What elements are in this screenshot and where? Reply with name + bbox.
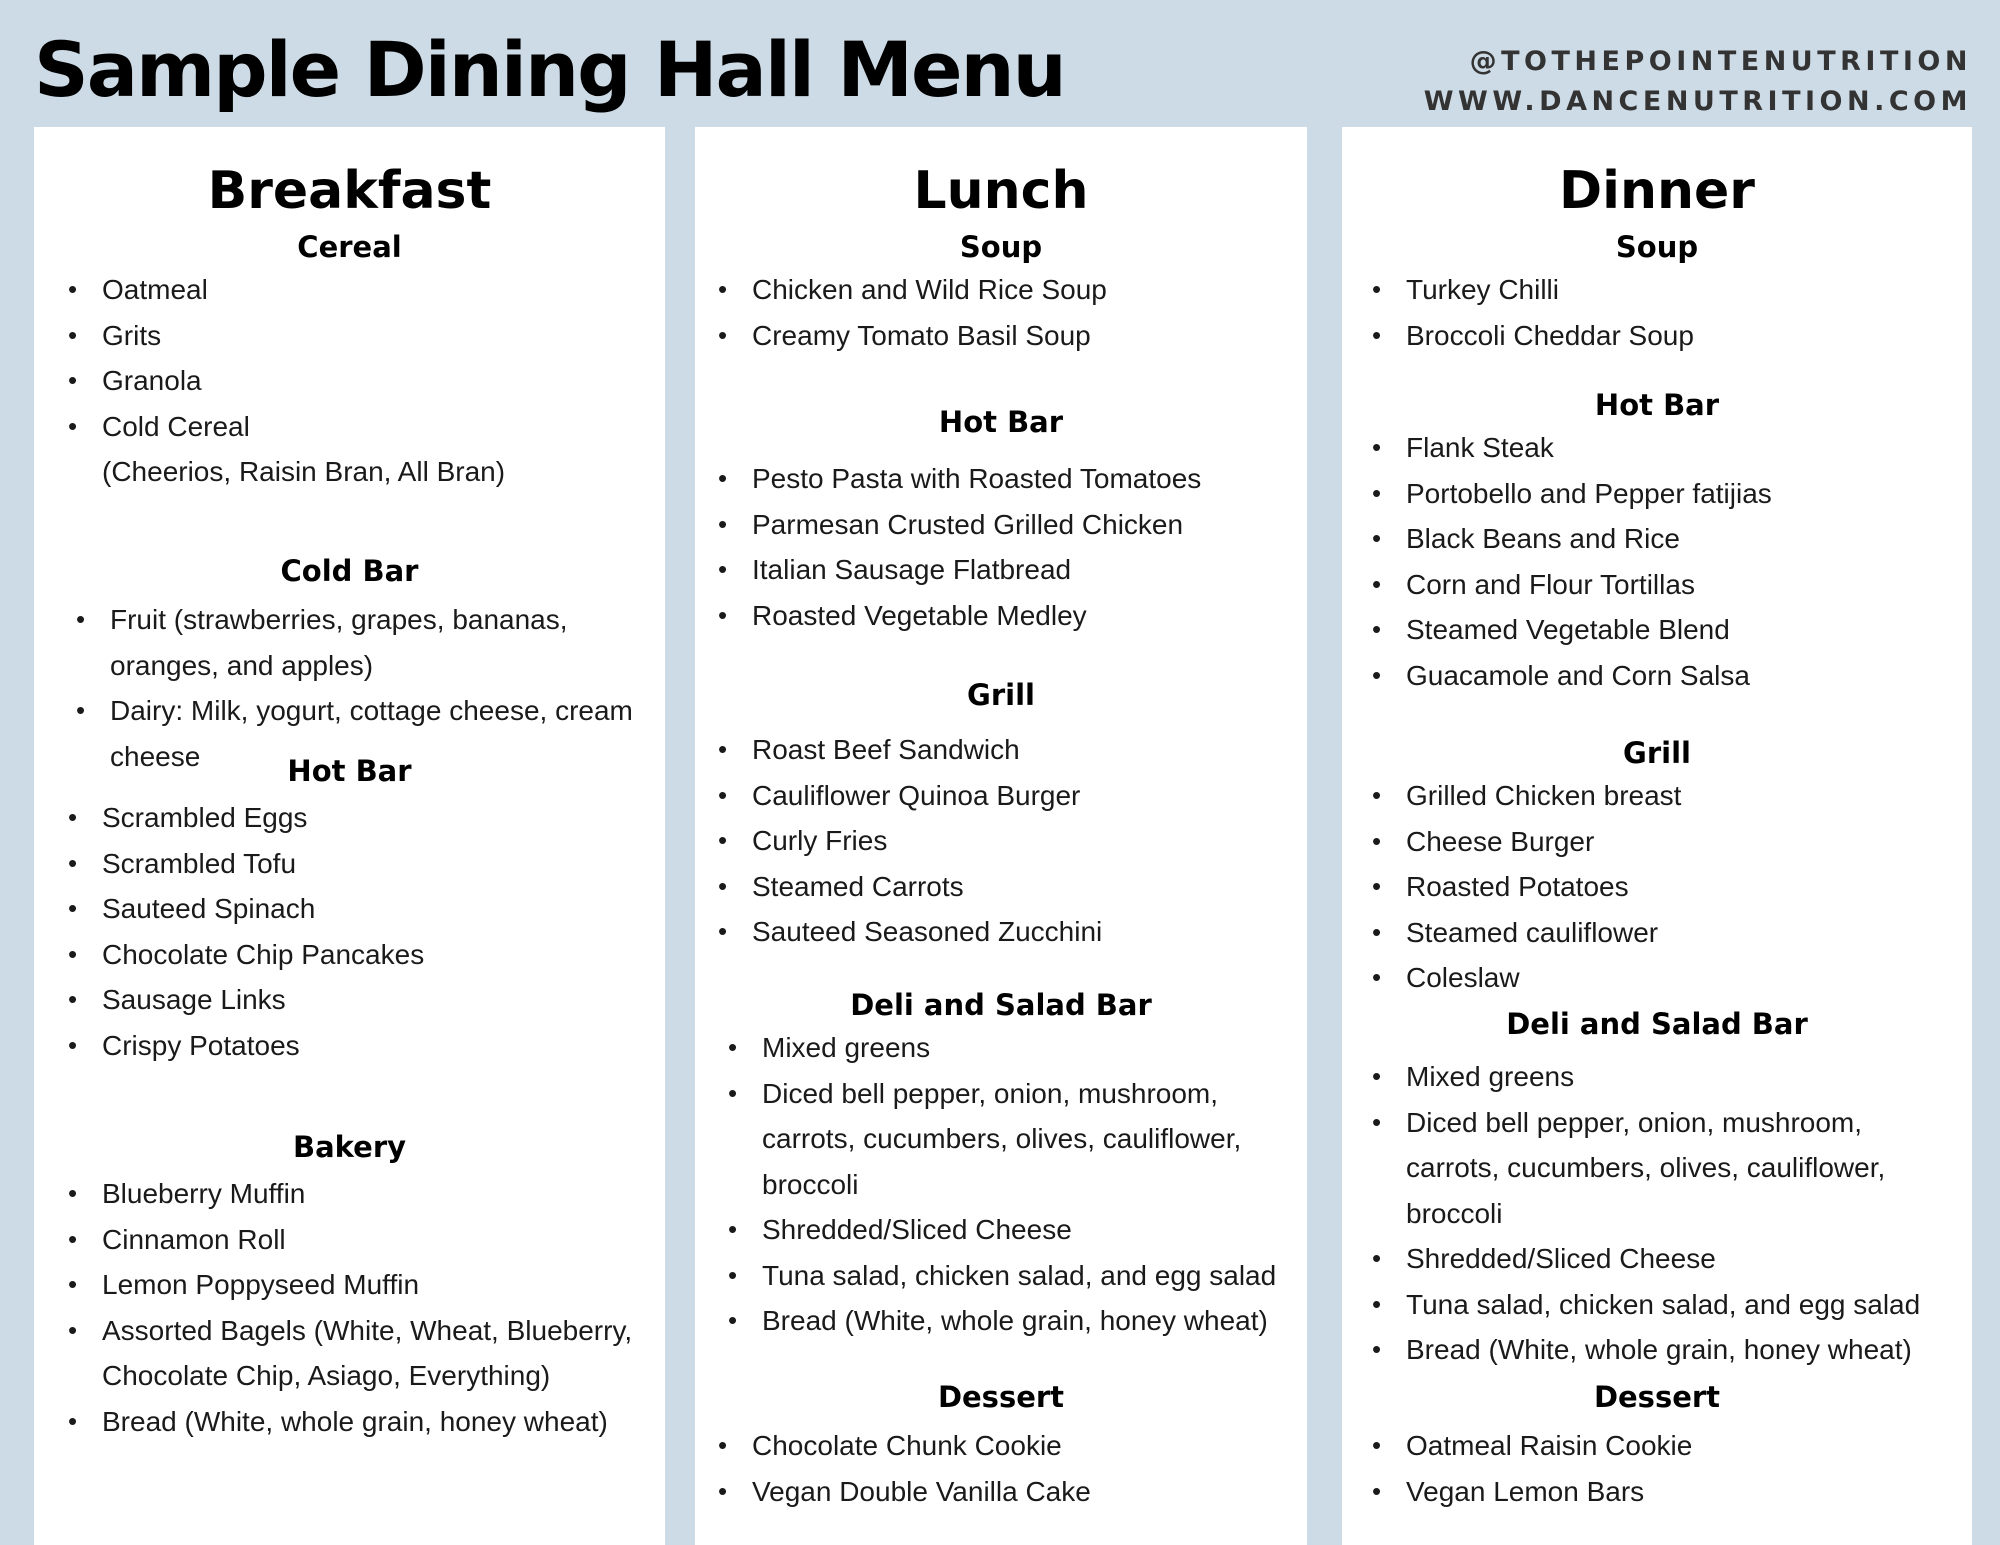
meal-title-lunch: Lunch — [913, 161, 1089, 221]
bullet-icon: • — [718, 916, 728, 946]
bullet-icon: • — [1372, 659, 1382, 690]
bullet-icon: • — [68, 1314, 78, 1345]
list-item: • Sauteed Spinach — [68, 886, 665, 932]
bullet-icon: • — [68, 1405, 78, 1436]
list-item: • Oatmeal Raisin Cookie — [1372, 1423, 1972, 1469]
list-item-continuation: carrots, cucumbers, olives, cauliflower, — [762, 1123, 1242, 1154]
list-item: • Roasted Potatoes — [1372, 864, 1972, 910]
section-title: Cold Bar — [280, 554, 419, 588]
section-title: Grill — [967, 678, 1035, 712]
lunch-column — [695, 127, 1307, 1545]
list-item: • Broccoli Cheddar Soup — [1372, 313, 1972, 359]
list-item-continuation: Chocolate Chip, Asiago, Everything) — [102, 1360, 551, 1391]
bullet-icon: • — [718, 319, 728, 350]
list-item: • Diced bell pepper, onion, mushroom, — [1372, 1100, 1972, 1146]
list-item: • Grilled Chicken breast — [1372, 773, 1972, 819]
list-item: • Bread (White, whole grain, honey wheat) — [68, 1399, 665, 1445]
list-item: • Mixed greens — [728, 1025, 1307, 1071]
list-item: • Curly Fries — [718, 818, 1307, 864]
list-item: • Parmesan Crusted Grilled Chicken — [718, 502, 1307, 548]
list-item-continuation: carrots, cucumbers, olives, cauliflower, — [1406, 1152, 1886, 1183]
bullet-icon: • — [718, 1475, 728, 1506]
list-item: • Chocolate Chunk Cookie — [718, 1423, 1307, 1469]
bullet-icon: • — [76, 695, 86, 725]
bullet-icon: • — [1372, 962, 1382, 992]
list-item: • Chocolate Chip Pancakes — [68, 932, 665, 978]
bullet-icon: • — [68, 410, 78, 441]
list-item-continuation: oranges, and apples) — [110, 649, 374, 681]
bullet-icon: • — [1372, 477, 1382, 508]
bullet-icon: • — [1372, 916, 1382, 947]
section-dessert — [1342, 1377, 1972, 1514]
bullet-icon: • — [718, 825, 728, 855]
bullet-icon: • — [728, 1032, 738, 1062]
bullet-icon: • — [718, 554, 728, 584]
list-item: • Corn and Flour Tortillas — [1372, 562, 1972, 608]
list-item: • Italian Sausage Flatbread — [718, 547, 1307, 593]
list-item: • Scrambled Tofu — [68, 841, 665, 887]
list-item: • Assorted Bagels (White, Wheat, Blueberry, — [68, 1308, 665, 1354]
bullet-icon: • — [1372, 1243, 1382, 1273]
list-item-continuation: cheese — [110, 740, 201, 772]
bullet-icon: • — [1372, 871, 1382, 901]
bullet-icon: • — [1372, 432, 1382, 462]
bullet-icon: • — [1372, 523, 1382, 553]
bullet-icon: • — [68, 1178, 78, 1208]
bullet-icon: • — [68, 893, 78, 923]
list-item: • Cheese Burger — [1372, 819, 1972, 865]
bullet-icon: • — [1372, 825, 1382, 856]
list-item: • Guacamole and Corn Salsa — [1372, 653, 1972, 699]
list-item: • Diced bell pepper, onion, mushroom, — [728, 1071, 1307, 1117]
list-item: • Creamy Tomato Basil Soup — [718, 313, 1307, 359]
list-item: • Steamed Vegetable Blend — [1372, 607, 1972, 653]
section-hot-bar — [34, 751, 665, 1068]
section-hot-bar — [1342, 385, 1972, 698]
website-link[interactable]: WWW.DANCENUTRITION.COM — [1423, 86, 1972, 117]
list-item: • Steamed Carrots — [718, 864, 1307, 910]
section-soup — [695, 227, 1307, 358]
list-item: • Scrambled Eggs — [68, 795, 665, 841]
bullet-icon: • — [1372, 319, 1382, 350]
bullet-icon: • — [718, 599, 728, 630]
bullet-icon: • — [718, 734, 728, 764]
bullet-icon: • — [1372, 1475, 1382, 1506]
social-handle: @TOTHEPOINTENUTRITION — [1469, 46, 1972, 77]
bullet-icon: • — [1372, 1061, 1382, 1091]
section-deli-salad-bar — [1342, 1004, 1972, 1373]
bullet-icon: • — [1372, 614, 1382, 644]
list-item: • Cinnamon Roll — [68, 1217, 665, 1263]
list-item: • Shredded/Sliced Cheese — [1372, 1236, 1972, 1282]
section-title: Hot Bar — [1594, 388, 1720, 422]
section-title: Dessert — [937, 1380, 1065, 1414]
section-grill — [1342, 733, 1972, 1001]
bullet-icon: • — [718, 508, 728, 539]
section-title: Bakery — [292, 1130, 407, 1164]
list-item: • Grits — [68, 313, 665, 359]
section-soup — [1342, 227, 1972, 358]
bullet-icon: • — [76, 604, 86, 634]
bullet-icon: • — [68, 365, 78, 395]
list-item: • Dairy: Milk, yogurt, cottage cheese, cream — [76, 688, 665, 734]
bullet-icon: • — [68, 847, 78, 878]
list-item: • Cauliflower Quinoa Burger — [718, 773, 1307, 819]
bullet-icon: • — [68, 1223, 78, 1254]
meal-title-dinner: Dinner — [1559, 161, 1755, 221]
section-title: Soup — [959, 230, 1043, 264]
list-item: • Shredded/Sliced Cheese — [728, 1207, 1307, 1253]
bullet-icon: • — [718, 274, 728, 304]
bullet-icon: • — [68, 984, 78, 1014]
list-item: • Oatmeal — [68, 267, 665, 313]
meal-title-breakfast: Breakfast — [207, 161, 492, 221]
bullet-icon: • — [68, 938, 78, 969]
section-bakery — [34, 1127, 665, 1444]
list-item: • Sauteed Seasoned Zucchini — [718, 909, 1307, 955]
list-item: • Roasted Vegetable Medley — [718, 593, 1307, 639]
section-title: Deli and Salad Bar — [1506, 1007, 1808, 1041]
list-item-continuation: (Cheerios, Raisin Bran, All Bran) — [102, 456, 506, 487]
breakfast-column — [34, 127, 665, 1545]
bullet-icon: • — [68, 319, 78, 350]
list-item: • Mixed greens — [1372, 1054, 1972, 1100]
bullet-icon: • — [1372, 1334, 1382, 1364]
bullet-icon: • — [68, 274, 78, 304]
bullet-icon: • — [1372, 1430, 1382, 1460]
bullet-icon: • — [1372, 1106, 1382, 1137]
bullet-icon: • — [728, 1077, 738, 1108]
bullet-icon: • — [68, 1269, 78, 1299]
bullet-icon: • — [1372, 568, 1382, 599]
list-item: • Turkey Chilli — [1372, 267, 1972, 313]
bullet-icon: • — [728, 1305, 738, 1335]
section-title: Dessert — [1593, 1380, 1721, 1414]
section-cereal — [34, 227, 665, 495]
list-item: • Fruit (strawberries, grapes, bananas, — [76, 597, 665, 643]
section-title: Grill — [1623, 736, 1691, 770]
credits — [1424, 42, 1972, 122]
list-item: • Cold Cereal — [68, 404, 665, 450]
section-dessert — [695, 1377, 1307, 1514]
section-title: Cereal — [297, 230, 402, 264]
list-item: • Lemon Poppyseed Muffin — [68, 1262, 665, 1308]
section-deli-salad-bar — [695, 985, 1307, 1344]
list-item: • Vegan Double Vanilla Cake — [718, 1469, 1307, 1515]
bullet-icon: • — [718, 779, 728, 810]
list-item: • Roast Beef Sandwich — [718, 727, 1307, 773]
section-grill — [695, 675, 1307, 955]
list-item: • Chicken and Wild Rice Soup — [718, 267, 1307, 313]
list-item: • Blueberry Muffin — [68, 1171, 665, 1217]
list-item: • Crispy Potatoes — [68, 1023, 665, 1069]
bullet-icon: • — [718, 1430, 728, 1460]
bullet-icon: • — [718, 870, 728, 901]
bullet-icon: • — [728, 1259, 738, 1290]
list-item: • Flank Steak — [1372, 425, 1972, 471]
list-item: • Bread (White, whole grain, honey wheat) — [1372, 1327, 1972, 1373]
list-item-continuation: broccoli — [1406, 1197, 1503, 1229]
dinner-column — [1342, 127, 1972, 1545]
bullet-icon: • — [68, 1029, 78, 1060]
section-hot-bar — [695, 402, 1307, 638]
list-item: • Black Beans and Rice — [1372, 516, 1972, 562]
list-item: • Tuna salad, chicken salad, and egg salad — [1372, 1282, 1972, 1328]
page-title: Sample Dining Hall Menu — [34, 25, 1065, 114]
list-item: • Bread (White, whole grain, honey wheat) — [728, 1298, 1307, 1344]
bullet-icon: • — [1372, 780, 1382, 810]
bullet-icon: • — [1372, 274, 1382, 304]
section-title: Deli and Salad Bar — [850, 988, 1152, 1022]
bullet-icon: • — [68, 802, 78, 832]
bullet-icon: • — [1372, 1288, 1382, 1319]
list-item: • Portobello and Pepper fatijias — [1372, 471, 1972, 517]
section-cold-bar — [34, 551, 665, 779]
bullet-icon: • — [728, 1214, 738, 1244]
list-item: • Vegan Lemon Bars — [1372, 1469, 1972, 1515]
section-title: Hot Bar — [938, 405, 1064, 439]
list-item: • Pesto Pasta with Roasted Tomatoes — [718, 456, 1307, 502]
bullet-icon: • — [718, 463, 728, 493]
list-item-continuation: broccoli — [762, 1168, 859, 1200]
list-item: • Granola — [68, 358, 665, 404]
list-item: • Coleslaw — [1372, 955, 1972, 1001]
list-item: • Steamed cauliflower — [1372, 910, 1972, 956]
section-title: Hot Bar — [287, 754, 412, 788]
section-title: Soup — [1615, 230, 1699, 264]
list-item: • Tuna salad, chicken salad, and egg salad — [728, 1253, 1307, 1299]
list-item: • Sausage Links — [68, 977, 665, 1023]
